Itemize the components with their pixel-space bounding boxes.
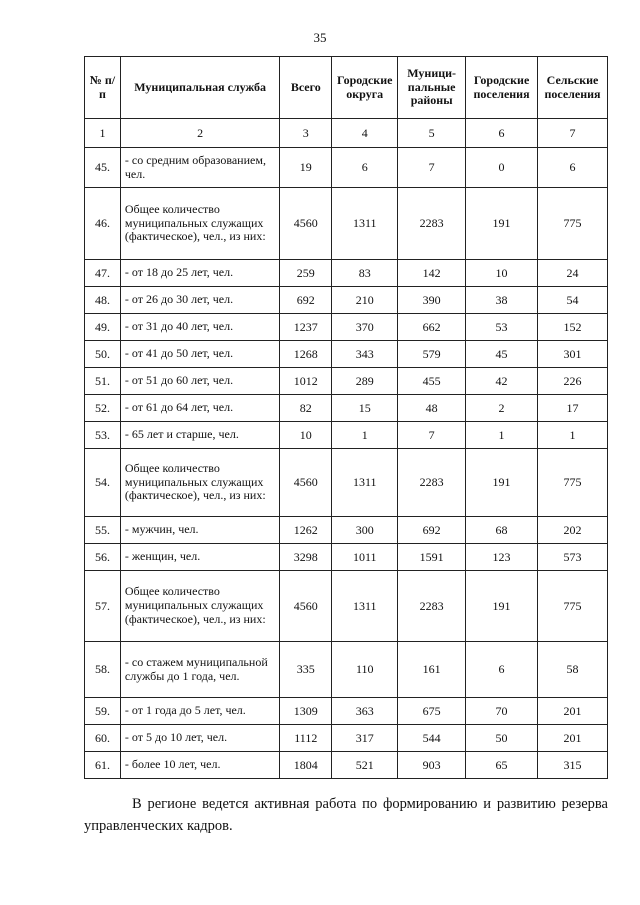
value-total: 259 (280, 260, 332, 287)
row-label: Общее количество муниципальных служащих (фактическое), чел., из них: (120, 571, 279, 642)
row-number: 61. (85, 752, 121, 779)
value-city-districts: 1 (332, 422, 398, 449)
row-number: 55. (85, 517, 121, 544)
row-label: - от 61 до 64 лет, чел. (120, 395, 279, 422)
row-label: - от 51 до 60 лет, чел. (120, 368, 279, 395)
value-total: 4560 (280, 449, 332, 517)
value-city-districts: 317 (332, 725, 398, 752)
column-index-row (85, 119, 608, 148)
value-municipal-districts: 2283 (398, 449, 466, 517)
value-urban-settlements: 42 (466, 368, 538, 395)
value-total: 4560 (280, 571, 332, 642)
value-rural-settlements: 775 (538, 188, 608, 260)
value-city-districts: 1311 (332, 449, 398, 517)
row-label: - женщин, чел. (120, 544, 279, 571)
column-index: 1 (85, 119, 121, 148)
row-label: - от 5 до 10 лет, чел. (120, 725, 279, 752)
value-city-districts: 370 (332, 314, 398, 341)
value-rural-settlements: 152 (538, 314, 608, 341)
table-row (85, 148, 608, 188)
table-header-row (85, 57, 608, 119)
table-row (85, 544, 608, 571)
table-row (85, 571, 608, 642)
header-rural-settlements: Сельские поселения (538, 57, 608, 119)
value-rural-settlements: 201 (538, 698, 608, 725)
value-city-districts: 210 (332, 287, 398, 314)
value-total: 1268 (280, 341, 332, 368)
row-label: - от 1 года до 5 лет, чел. (120, 698, 279, 725)
value-municipal-districts: 161 (398, 642, 466, 698)
value-municipal-districts: 544 (398, 725, 466, 752)
value-municipal-districts: 142 (398, 260, 466, 287)
table-row (85, 260, 608, 287)
value-rural-settlements: 775 (538, 449, 608, 517)
column-index: 2 (120, 119, 279, 148)
row-label: Общее количество муниципальных служащих (фактическое), чел., из них: (120, 449, 279, 517)
value-city-districts: 1311 (332, 571, 398, 642)
value-city-districts: 6 (332, 148, 398, 188)
value-total: 10 (280, 422, 332, 449)
row-number: 49. (85, 314, 121, 341)
value-urban-settlements: 70 (466, 698, 538, 725)
value-rural-settlements: 24 (538, 260, 608, 287)
row-number: 53. (85, 422, 121, 449)
value-urban-settlements: 191 (466, 449, 538, 517)
value-city-districts: 1011 (332, 544, 398, 571)
value-city-districts: 289 (332, 368, 398, 395)
value-total: 1112 (280, 725, 332, 752)
value-total: 1012 (280, 368, 332, 395)
value-rural-settlements: 58 (538, 642, 608, 698)
value-urban-settlements: 0 (466, 148, 538, 188)
table-row (85, 752, 608, 779)
value-rural-settlements: 301 (538, 341, 608, 368)
table-row (85, 395, 608, 422)
table-row (85, 698, 608, 725)
table-row (85, 368, 608, 395)
value-municipal-districts: 2283 (398, 188, 466, 260)
value-urban-settlements: 2 (466, 395, 538, 422)
value-urban-settlements: 68 (466, 517, 538, 544)
header-number: № п/п (85, 57, 121, 119)
row-number: 47. (85, 260, 121, 287)
table-body (85, 119, 608, 779)
row-label: - от 18 до 25 лет, чел. (120, 260, 279, 287)
value-rural-settlements: 202 (538, 517, 608, 544)
value-total: 1262 (280, 517, 332, 544)
table-row (85, 642, 608, 698)
value-municipal-districts: 579 (398, 341, 466, 368)
row-label: - от 31 до 40 лет, чел. (120, 314, 279, 341)
table-row (85, 725, 608, 752)
column-index: 4 (332, 119, 398, 148)
value-municipal-districts: 692 (398, 517, 466, 544)
value-city-districts: 1311 (332, 188, 398, 260)
value-total: 3298 (280, 544, 332, 571)
value-rural-settlements: 226 (538, 368, 608, 395)
value-urban-settlements: 65 (466, 752, 538, 779)
row-number: 59. (85, 698, 121, 725)
statistics-table (84, 56, 608, 779)
value-total: 1309 (280, 698, 332, 725)
value-city-districts: 521 (332, 752, 398, 779)
value-urban-settlements: 10 (466, 260, 538, 287)
row-number: 46. (85, 188, 121, 260)
value-total: 692 (280, 287, 332, 314)
value-municipal-districts: 903 (398, 752, 466, 779)
value-urban-settlements: 1 (466, 422, 538, 449)
value-municipal-districts: 455 (398, 368, 466, 395)
column-index: 6 (466, 119, 538, 148)
value-urban-settlements: 123 (466, 544, 538, 571)
row-label: - со стажем муниципальной службы до 1 года, чел. (120, 642, 279, 698)
paragraph-text: В регионе ведется активная работа по формированию и развитию резерва управленческих кадров. (84, 796, 608, 834)
table-row (85, 188, 608, 260)
value-city-districts: 15 (332, 395, 398, 422)
value-city-districts: 343 (332, 341, 398, 368)
value-urban-settlements: 38 (466, 287, 538, 314)
value-city-districts: 110 (332, 642, 398, 698)
row-number: 58. (85, 642, 121, 698)
value-urban-settlements: 191 (466, 571, 538, 642)
value-total: 4560 (280, 188, 332, 260)
header-urban-settlements: Городские поселения (466, 57, 538, 119)
value-municipal-districts: 662 (398, 314, 466, 341)
column-index: 7 (538, 119, 608, 148)
value-city-districts: 300 (332, 517, 398, 544)
value-city-districts: 83 (332, 260, 398, 287)
value-rural-settlements: 54 (538, 287, 608, 314)
value-municipal-districts: 2283 (398, 571, 466, 642)
value-total: 19 (280, 148, 332, 188)
header-municipal-districts: Муници-пальные районы (398, 57, 466, 119)
value-urban-settlements: 50 (466, 725, 538, 752)
row-number: 48. (85, 287, 121, 314)
value-urban-settlements: 45 (466, 341, 538, 368)
row-number: 54. (85, 449, 121, 517)
row-label: - от 41 до 50 лет, чел. (120, 341, 279, 368)
value-urban-settlements: 53 (466, 314, 538, 341)
header-municipal-service: Муниципальная служба (120, 57, 279, 119)
value-total: 335 (280, 642, 332, 698)
header-total: Всего (280, 57, 332, 119)
row-number: 52. (85, 395, 121, 422)
row-label: Общее количество муниципальных служащих (фактическое), чел., из них: (120, 188, 279, 260)
value-municipal-districts: 390 (398, 287, 466, 314)
row-number: 51. (85, 368, 121, 395)
value-municipal-districts: 7 (398, 422, 466, 449)
value-municipal-districts: 7 (398, 148, 466, 188)
value-total: 82 (280, 395, 332, 422)
value-rural-settlements: 573 (538, 544, 608, 571)
row-label: - более 10 лет, чел. (120, 752, 279, 779)
body-paragraph (84, 793, 608, 837)
row-number: 60. (85, 725, 121, 752)
row-label: - мужчин, чел. (120, 517, 279, 544)
row-number: 45. (85, 148, 121, 188)
table-row (85, 422, 608, 449)
table-row (85, 287, 608, 314)
page-number: 35 (313, 30, 327, 45)
row-label: - 65 лет и старше, чел. (120, 422, 279, 449)
header-city-districts: Городские округа (332, 57, 398, 119)
value-rural-settlements: 17 (538, 395, 608, 422)
column-index: 5 (398, 119, 466, 148)
value-rural-settlements: 1 (538, 422, 608, 449)
value-municipal-districts: 675 (398, 698, 466, 725)
value-city-districts: 363 (332, 698, 398, 725)
value-urban-settlements: 6 (466, 642, 538, 698)
row-label: - от 26 до 30 лет, чел. (120, 287, 279, 314)
value-urban-settlements: 191 (466, 188, 538, 260)
row-number: 56. (85, 544, 121, 571)
value-total: 1804 (280, 752, 332, 779)
table-row (85, 517, 608, 544)
value-rural-settlements: 315 (538, 752, 608, 779)
table-row (85, 449, 608, 517)
table-row (85, 314, 608, 341)
row-number: 57. (85, 571, 121, 642)
row-number: 50. (85, 341, 121, 368)
row-label: - со средним образованием, чел. (120, 148, 279, 188)
table-row (85, 341, 608, 368)
value-rural-settlements: 6 (538, 148, 608, 188)
value-rural-settlements: 775 (538, 571, 608, 642)
value-municipal-districts: 48 (398, 395, 466, 422)
value-rural-settlements: 201 (538, 725, 608, 752)
value-total: 1237 (280, 314, 332, 341)
column-index: 3 (280, 119, 332, 148)
value-municipal-districts: 1591 (398, 544, 466, 571)
